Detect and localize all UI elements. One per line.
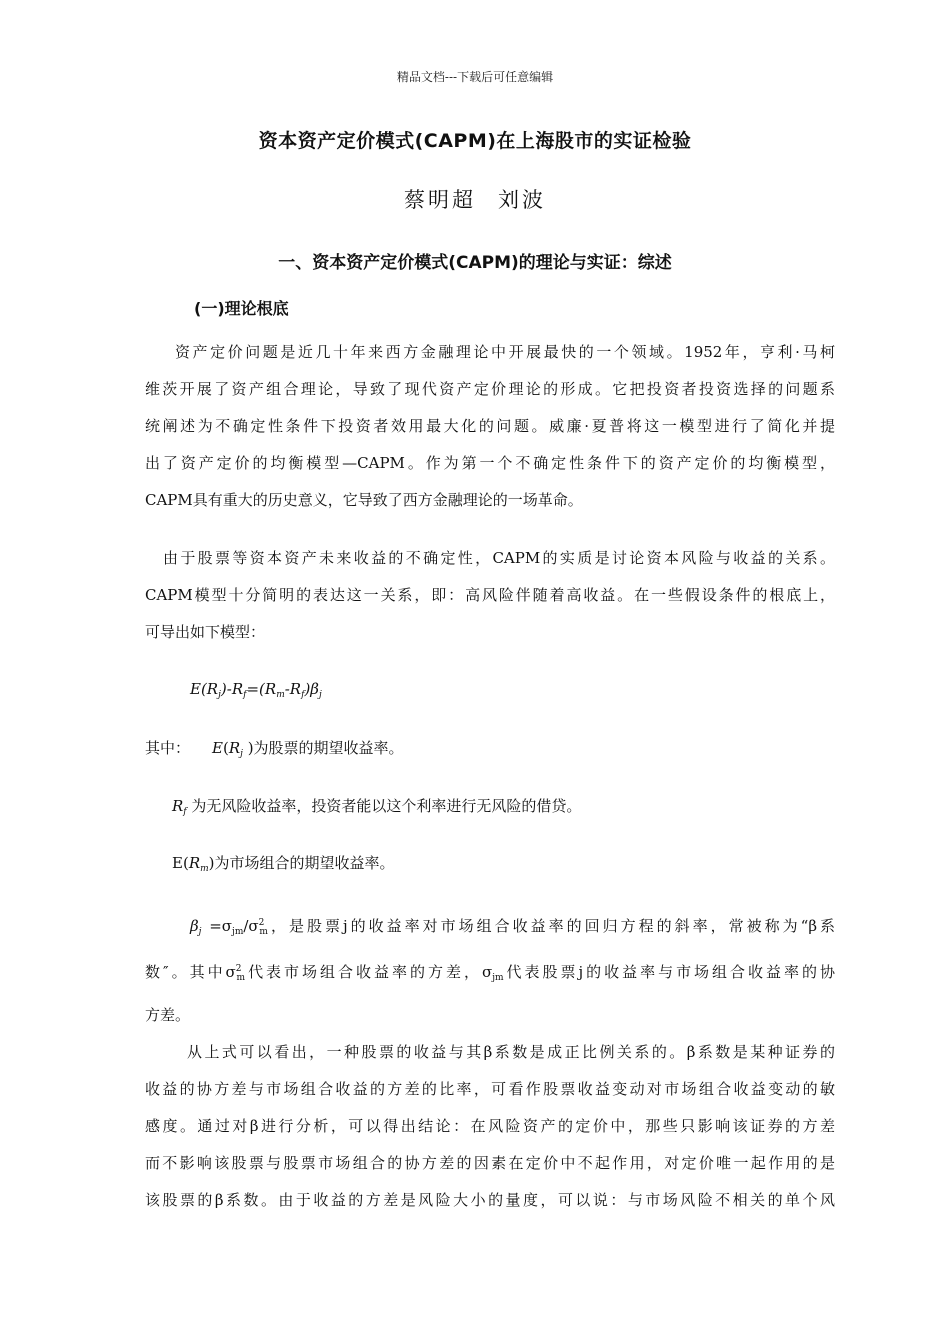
author-1: 蔡明超 <box>404 188 476 212</box>
page-header: 精品文档---下载后可任意编辑 <box>396 70 554 84</box>
paragraph-line: 资产定价问题是近几十年来西方金融理论中开展最快的一个领域。1952年，亨利·马柯 <box>175 343 835 361</box>
paragraph-line: 数″。其中$\sigma^2_m$代表市场组合收益率的方差，$\sigma_{jm}$代表股票j的收益率与市场组合收益率的协 <box>145 963 835 983</box>
author-2: 刘波 <box>498 188 546 212</box>
definition-prefix: 其中： <box>145 739 191 757</box>
paragraph-line: 由于股票等资本资产未来收益的不确定性，CAPM的实质是讨论资本风险与收益的关系。 <box>163 549 835 567</box>
definition-risk-free: $R_f$ 为无风险收益率，投资者能以这个利率进行无风险的借贷。 <box>172 797 582 817</box>
paragraph-line: 该股票的β系数。由于收益的方差是风险大小的量度，可以说：与市场风险不相关的单个风 <box>145 1191 835 1209</box>
paragraph-line: 而不影响该股票与股票市场组合的协方差的因素在定价中不起作用，对定价唯一起作用的是 <box>145 1154 835 1172</box>
paragraph-line: 收益的协方差与市场组合收益的方差的比率，可看作股票收益变动对市场组合收益变动的敏 <box>145 1080 835 1098</box>
paragraph-line: 统阐述为不确定性条件下投资者效用最大化的问题。威廉·夏普将这一模型进行了简化并提 <box>145 417 835 435</box>
paragraph-line: 出了资产定价的均衡模型—CAPM。作为第一个不确定性条件下的资产定价的均衡模型， <box>145 454 835 472</box>
paragraph-line: 维茨开展了资产组合理论，导致了现代资产定价理论的形成。它把投资者投资选择的问题系 <box>145 380 835 398</box>
paragraph-line: 方差。 <box>145 1006 191 1024</box>
paragraph-2 <box>145 540 835 651</box>
paper-title: 资本资产定价模式(CAPM)在上海股市的实证检验 <box>258 130 692 152</box>
paragraph-line: 感度。通过对β进行分析，可以得出结论：在风险资产的定价中，那些只影响该证券的方差 <box>145 1117 835 1135</box>
definition-2-text: 为无风险收益率，投资者能以这个利率进行无风险的借贷。 <box>191 797 582 815</box>
definition-1-text: )为股票的期望收益率。 <box>247 739 404 757</box>
paragraph-line: $\beta_j =\sigma_{jm}/\sigma^2_m$，是股票j的收益率对市场组合收益率的回归方程的斜率，常被称为“β系 <box>190 917 835 937</box>
beta-line-2c: 代表股票j的收益率与市场组合收益率的协 <box>503 963 835 981</box>
authors <box>0 184 950 214</box>
paragraph-line: CAPM具有重大的历史意义，它导致了西方金融理论的一场革命。 <box>145 491 583 509</box>
definition-market-return: $E(R_m)$为市场组合的期望收益率。 <box>172 854 395 874</box>
capm-formula: $E(R_j)-R_f=(R_m-R_f)\beta_j$ <box>190 680 322 700</box>
paragraph-beta <box>145 905 835 1034</box>
paragraph-line: CAPM模型十分简明的表达这一关系，即：高风险伴随着高收益。在一些假设条件的根底上， <box>145 586 835 604</box>
beta-line-1: ，是股票j的收益率对市场组合收益率的回归方程的斜率，常被称为“β系 <box>267 917 835 935</box>
paragraph-1 <box>145 334 835 519</box>
paragraph-3 <box>145 1034 835 1219</box>
definition-expected-return: 其中： $E(R_j$ )为股票的期望收益率。 <box>145 739 404 759</box>
definition-3-text: )为市场组合的期望收益率。 <box>208 854 395 872</box>
paragraph-line: 从上式可以看出，一种股票的收益与其β系数是成正比例关系的。β系数是某种证券的 <box>187 1043 835 1061</box>
paragraph-line: 可导出如下模型： <box>145 623 266 641</box>
subsection-title: (一)理论根底 <box>194 299 289 318</box>
beta-line-2b: 代表市场组合收益率的方差，σ <box>245 963 493 981</box>
beta-line-2a: 数″。其中σ <box>145 963 236 981</box>
section-title: 一、资本资产定价模式(CAPM)的理论与实证：综述 <box>278 253 672 273</box>
